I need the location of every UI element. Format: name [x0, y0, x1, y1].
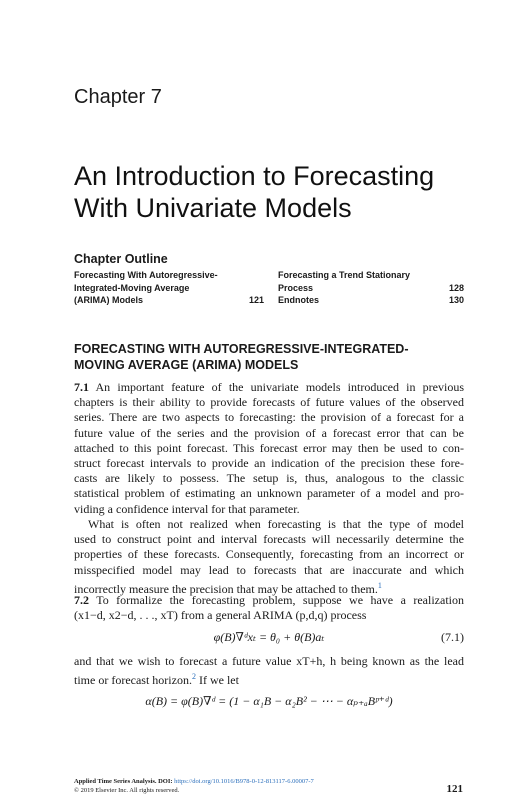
text-line: series. There are two aspects to forecasting: the provision of a forecast for a — [74, 410, 464, 425]
paragraph-7-1 — [74, 380, 464, 517]
outline-entry-line: Forecasting a Trend Stationary — [278, 270, 411, 280]
paragraph-7-1-cont — [74, 517, 464, 596]
text-line: misspecified model may lead to forecasts that are inaccurate and which — [74, 562, 464, 577]
outline-entry-line: Integrated-Moving Average — [74, 282, 190, 293]
chapter-label: Chapter 7 — [74, 86, 162, 108]
endnote-marker[interactable]: 2 — [191, 672, 196, 682]
text-line: 7.2 To formalize the forecasting problem, suppose we have a realization — [74, 593, 464, 607]
text-line: future value of the series and the provision of a forecast error that can be — [74, 425, 464, 440]
outline-page-number: 121 — [248, 295, 264, 305]
outline-entry-line: Process 128 — [278, 282, 464, 293]
text-line: chapters is their ability to provide forecasts of future values of the observed — [74, 395, 464, 410]
paragraph-7-2-cont — [74, 654, 464, 688]
text-line: casts are likely to possess. The setup is, thus, analogous to the classic — [74, 471, 464, 486]
footer-copyright: © 2019 Elsevier Inc. All rights reserved. — [74, 786, 180, 794]
equation-body: φ(B)∇ᵈxₜ = θ₀ + θ(B)aₜ — [213, 630, 325, 644]
outline-heading: Chapter Outline — [74, 252, 168, 266]
text-line: attached to this point forecast. This forecast error may then be used to con- — [74, 440, 464, 455]
chapter-title-line: With Univariate Models — [74, 193, 352, 223]
text-line: time or forecast horizon.$^2$ If we let — [74, 672, 239, 688]
text-line: 7.1 An important feature of the univariate models introduced in previous — [74, 380, 464, 394]
footer-doi-line: Applied Time Series Analysis. DOI: https://doi.org/10.1016/B978-0-12-813117-6.00007-7 — [74, 778, 314, 785]
text-line: and that we wish to forecast a future value xT+h, h being known as the lead — [74, 654, 464, 668]
section-heading: FORECASTING WITH AUTOREGRESSIVE-INTEGRATED- MOVING AVERAGE (ARIMA) MODELS — [74, 342, 409, 372]
outline-column — [278, 269, 464, 307]
text-line: What is often not realized when forecasting is that the type of model — [88, 517, 464, 531]
outline-entry-line: Endnotes 130 — [278, 295, 464, 305]
text-line: viding a confidence interval for that parameter. — [74, 501, 300, 516]
equation-number: (7.1) — [441, 630, 464, 644]
paragraph-number: 7.2 — [74, 593, 89, 607]
chapter-title-line: An Introduction to Forecasting — [74, 161, 435, 191]
text-line: used to construct point and interval forecasts will necessarily determine the — [74, 532, 464, 547]
paragraph-7-2 — [74, 593, 464, 623]
text-line: properties of these forecasts. Consequently, forecasting from an incorrect or — [74, 547, 464, 562]
text-line: incorrectly measure the precision that may be attached to them.$^1$ — [74, 580, 382, 596]
footer — [74, 778, 314, 795]
outline-page-number: 130 — [448, 295, 464, 305]
text-line: (x1−d, x2−d, . . ., xT) from a general ARIMA (p,d,q) process — [74, 608, 367, 623]
endnote-marker[interactable]: 1 — [377, 580, 382, 590]
equation-body: α(B) = φ(B)∇ᵈ = (1 − α₁B − α₂B² − ⋯ − αₚ₊ₐBᵖ⁺ᵈ) — [145, 694, 393, 708]
text-line: struct forecast intervals to provide an indication of the precision these fore- — [74, 455, 464, 470]
page-number: 121 — [446, 783, 463, 795]
outline-column — [74, 269, 264, 307]
outline-page-number: 128 — [448, 282, 464, 293]
chapter-title — [74, 160, 434, 224]
outline-entry-line: Forecasting With Autoregressive- — [74, 270, 218, 280]
doi-link[interactable]: https://doi.org/10.1016/B978-0-12-813117-6.00007-7 — [174, 778, 314, 785]
outline-entry-line: (ARIMA) Models 121 — [74, 295, 264, 305]
text-line: statistical problem of estimating an unknown parameter of a model and pro- — [74, 486, 464, 501]
paragraph-number: 7.1 — [74, 380, 89, 394]
